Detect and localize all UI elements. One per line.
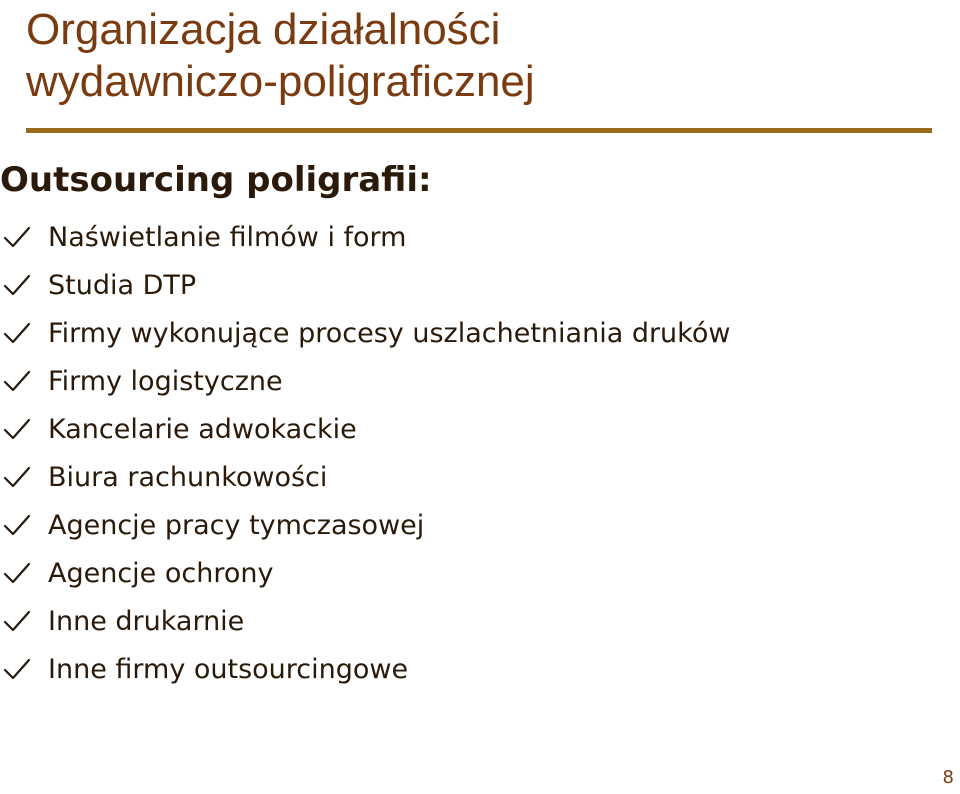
page-number: 8: [942, 767, 954, 788]
list-item: [0, 357, 730, 405]
list-item: [0, 549, 730, 597]
list-item: [0, 261, 730, 309]
check-icon: [2, 273, 32, 297]
check-icon: [2, 417, 32, 441]
list-item-label: Studia DTP: [48, 269, 197, 301]
check-icon: [2, 321, 32, 345]
check-icon: [2, 513, 32, 537]
list-item-label: Firmy logistyczne: [48, 365, 283, 397]
list-item-label: Biura rachunkowości: [48, 461, 328, 493]
list-item-label: Inne drukarnie: [48, 605, 245, 637]
list-item-label: Naświetlanie filmów i form: [48, 221, 407, 253]
list-item: [0, 309, 730, 357]
check-icon: [2, 465, 32, 489]
list-item-label: Firmy wykonujące procesy uszlachetniania druków: [48, 317, 731, 349]
list-item-label: Agencje ochrony: [48, 557, 274, 589]
list-item: [0, 213, 730, 261]
check-icon: [2, 225, 32, 249]
list-item-label: Kancelarie adwokackie: [48, 413, 357, 445]
outsourcing-checklist: [0, 213, 730, 693]
slide-title-line-1: Organizacja działalności: [26, 5, 501, 54]
list-item: [0, 597, 730, 645]
list-item: [0, 453, 730, 501]
check-icon: [2, 609, 32, 633]
list-item: [0, 501, 730, 549]
check-icon: [2, 561, 32, 585]
title-divider: [26, 128, 932, 133]
list-item: [0, 405, 730, 453]
section-heading: Outsourcing poligrafii:: [0, 160, 432, 200]
list-item: [0, 645, 730, 693]
slide-title: [26, 4, 535, 108]
slide-title-line-2: wydawniczo-poligraficznej: [26, 57, 535, 106]
list-item-label: Agencje pracy tymczasowej: [48, 509, 425, 541]
list-item-label: Inne firmy outsourcingowe: [48, 653, 409, 685]
check-icon: [2, 657, 32, 681]
check-icon: [2, 369, 32, 393]
